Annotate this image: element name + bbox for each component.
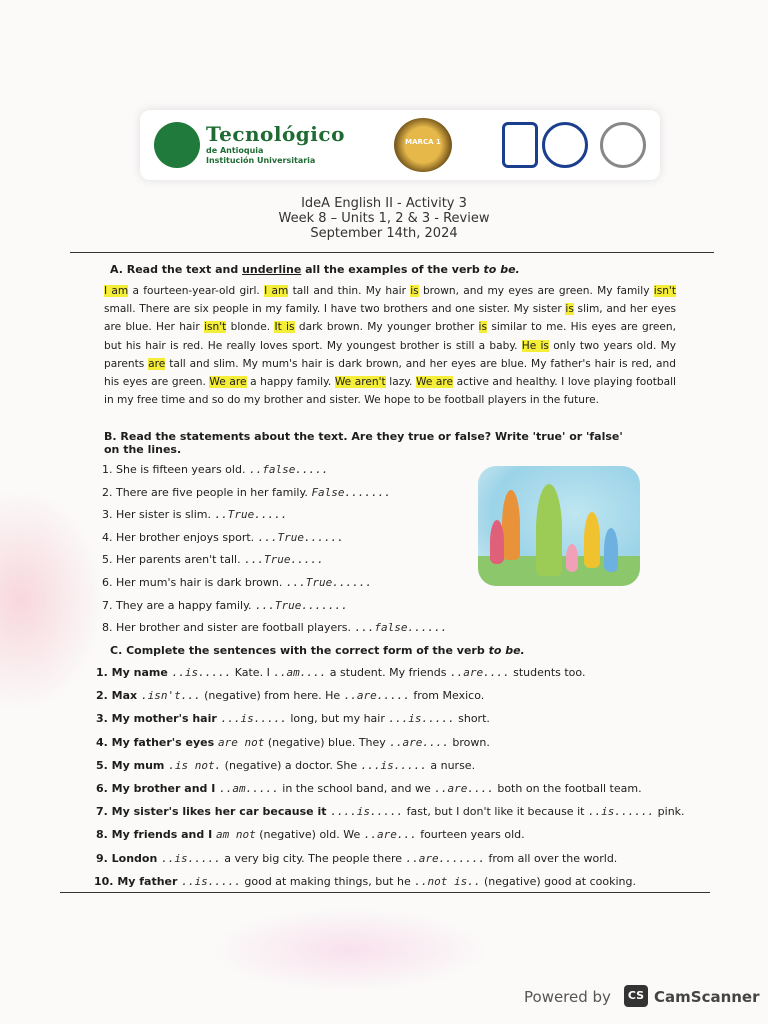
tf-answer[interactable]: ...True......	[257, 530, 344, 544]
fill-text: short.	[454, 712, 490, 726]
section-a-heading-pre: A. Read the text and	[110, 263, 243, 276]
camscanner-brand: CamScanner	[654, 988, 760, 1006]
fill-text: a nurse.	[426, 758, 476, 772]
fill-text: both on the football team.	[493, 782, 642, 795]
fill-text: 3. My mother's hair	[96, 712, 221, 726]
fill-answer[interactable]: ..not is..	[414, 874, 481, 888]
highlighted-verb: is	[565, 303, 574, 316]
fill-answer[interactable]: am not	[216, 828, 256, 842]
fill-item	[96, 666, 585, 679]
fill-text: brown.	[448, 735, 490, 749]
section-b-heading-line2: on the lines.	[104, 443, 182, 456]
fill-item	[96, 782, 642, 795]
camscanner-icon: CS	[624, 985, 648, 1007]
reading-text	[104, 282, 676, 409]
fill-text: 6. My brother and I	[96, 782, 220, 795]
fill-text: 10. My father	[94, 874, 182, 888]
tf-question: 7. They are a happy family.	[102, 598, 256, 612]
tecnologico-logo-icon	[154, 122, 200, 168]
fill-text: 2. Max	[96, 689, 141, 703]
fill-text: fourteen years old.	[416, 828, 525, 842]
highlighted-verb: isn't	[653, 285, 676, 297]
highlighted-verb: He is	[521, 339, 549, 352]
tf-answer[interactable]: False.......	[311, 485, 391, 499]
section-a-heading-post: all the examples of the verb	[301, 263, 484, 276]
highlighted-verb: is	[478, 321, 488, 334]
fill-item	[96, 805, 685, 818]
fill-text: (negative) old. We	[255, 828, 364, 842]
fill-answer[interactable]: ..are.......	[405, 851, 485, 865]
fill-text: a student. My friends	[326, 666, 450, 679]
marca-seal-icon	[394, 118, 452, 172]
text-segment: only two years old. My parents	[104, 339, 676, 370]
tf-item	[102, 463, 328, 476]
text-segment: similar to me. His eyes are green, but his hair is red. He really loves sport. My youngest brother is still a baby.	[104, 321, 677, 352]
tf-question: 2. There are five people in her family.	[102, 485, 312, 499]
tf-question: 5. Her parents aren't tall.	[102, 553, 245, 567]
logo-sub-line2: Institución Universitaria	[206, 156, 316, 165]
section-a-heading-em: to be.	[483, 263, 520, 276]
highlighted-verb: We are	[209, 376, 247, 389]
tf-answer[interactable]: ...True......	[285, 576, 372, 589]
fill-text: pink.	[654, 805, 685, 819]
fill-text: fast, but I don't like it because it	[403, 805, 588, 819]
tf-question: 4. Her brother enjoys sport.	[102, 530, 258, 544]
text-segment: slim, and her eyes are blue. Her hair	[104, 303, 676, 334]
fill-answer[interactable]: ...is.....	[388, 712, 455, 726]
fill-item	[96, 852, 617, 865]
section-a-heading	[110, 263, 520, 276]
text-segment: dark brown. My younger brother	[294, 321, 479, 334]
fill-text: (negative) good at cooking.	[480, 874, 636, 888]
tf-answer[interactable]: ...True.....	[244, 553, 324, 567]
section-c-heading	[110, 644, 525, 657]
fill-item	[96, 828, 525, 841]
activity-date: September 14th, 2024	[310, 226, 458, 241]
fill-answer[interactable]: ..are....	[434, 782, 494, 795]
tf-item	[102, 486, 391, 499]
tf-answer[interactable]: ..True.....	[214, 508, 288, 522]
tf-question: 1. She is fifteen years old.	[102, 463, 249, 476]
fill-answer[interactable]: ..is.....	[161, 851, 221, 865]
text-segment: a fourteen-year-old girl.	[128, 285, 265, 297]
fill-answer[interactable]: ..am....	[273, 666, 327, 679]
fill-text: (negative) a doctor. She	[221, 758, 361, 772]
fill-text: 1. My name	[96, 666, 172, 679]
baby-figure	[566, 544, 578, 572]
text-segment: a happy family.	[246, 376, 335, 389]
tf-question: 6. Her mum's hair is dark brown.	[102, 576, 286, 589]
powered-by-label: Powered by	[524, 988, 611, 1006]
tf-question: 8. Her brother and sister are football players.	[102, 621, 355, 635]
fill-text: (negative) from here. He	[200, 689, 344, 703]
sister-figure	[490, 520, 504, 564]
text-segment: brown, and my eyes are green. My family	[418, 285, 654, 297]
tf-answer[interactable]: ...True.......	[255, 598, 348, 612]
activity-week: Week 8 – Units 1, 2 & 3 - Review	[278, 211, 490, 226]
fill-text: Kate. I	[231, 666, 274, 679]
fill-text: 9. London	[96, 851, 162, 865]
fill-text: a very big city. The people there	[220, 851, 406, 865]
highlighted-verb: It is	[274, 321, 295, 334]
fill-text: 7. My sister's likes her car because it	[96, 805, 331, 819]
fill-answer[interactable]: ...is.....	[220, 712, 287, 726]
highlighted-verb: are	[148, 357, 166, 370]
tf-item	[102, 553, 324, 566]
highlighted-verb: I am	[264, 285, 289, 297]
tf-question: 3. Her sister is slim.	[102, 508, 215, 522]
tf-item	[102, 621, 447, 634]
highlighted-verb: is	[410, 285, 419, 297]
certification-icon-1	[502, 122, 538, 168]
section-b-heading	[104, 430, 684, 456]
certification-icon-3	[600, 122, 646, 168]
fill-answer[interactable]: ..is......	[587, 805, 655, 819]
fill-text: from Mexico.	[409, 689, 485, 703]
highlighted-verb: I am	[104, 285, 129, 297]
fill-item	[96, 736, 490, 749]
highlighted-verb: isn't	[204, 321, 227, 334]
section-a-heading-underline: underline	[242, 263, 302, 276]
tf-item	[102, 531, 344, 544]
logo-sub-line1: de Antioquia	[206, 146, 264, 155]
fill-text: (negative) blue. They	[264, 735, 390, 749]
fill-text: in the school band, and we	[278, 782, 435, 795]
tf-item	[102, 576, 372, 589]
fill-text: long, but my hair	[286, 712, 389, 726]
text-segment: blonde.	[226, 321, 275, 334]
fill-answer[interactable]: are not	[218, 735, 265, 749]
text-segment: active and healthy. I love playing football in my free time and so do my brother and sister. We hope to be football players in the future.	[104, 376, 677, 407]
fill-answer[interactable]: ..am.....	[219, 782, 279, 795]
seal-label: MARCA 1	[405, 138, 441, 146]
section-c-heading-em: to be.	[488, 644, 525, 657]
fill-item	[96, 689, 484, 702]
text-segment: lazy.	[385, 376, 416, 389]
section-c-heading-pre: C. Complete the sentences with the correct form of the verb	[110, 644, 489, 657]
brother-figure	[584, 512, 600, 568]
section-b-heading-line1: B. Read the statements about the text. Are they true or false? Write 'true' or 'false'	[104, 430, 623, 443]
mother-figure	[502, 490, 520, 560]
fill-answer[interactable]: ..are...	[363, 828, 417, 842]
fill-answer[interactable]: ....is.....	[330, 805, 404, 819]
divider-bottom	[60, 892, 710, 893]
highlighted-verb: We aren't	[334, 376, 386, 389]
text-segment: tall and slim. My mum's hair is dark brown, and her eyes are blue. My father's hair is red, and his eyes are green.	[104, 357, 676, 389]
certification-icon-2	[542, 122, 588, 168]
fill-text: 4. My father's eyes	[96, 735, 219, 749]
fill-answer[interactable]: ..are....	[389, 735, 449, 749]
text-segment: small. There are six people in my family. I have two brothers and one sister. My sister	[104, 303, 566, 316]
tf-answer[interactable]: ...false......	[354, 621, 448, 635]
fill-text: 8. My friends and I	[96, 828, 217, 842]
highlighted-verb: We are	[415, 376, 454, 389]
text-segment: tall and thin. My hair	[288, 285, 411, 297]
fill-item	[96, 759, 475, 772]
fill-answer[interactable]: ..is.....	[171, 666, 232, 679]
divider-top	[70, 252, 714, 253]
institution-header	[140, 110, 660, 180]
young-brother-figure	[604, 528, 618, 572]
fill-text: 5. My mum	[96, 758, 169, 772]
tf-answer[interactable]: ..false.....	[248, 463, 329, 476]
logo-subtitle	[206, 146, 315, 166]
fill-text: good at making things, but he	[240, 874, 415, 888]
fill-answer[interactable]: ...is.....	[360, 758, 427, 772]
fill-item	[94, 875, 636, 888]
tf-item	[102, 599, 348, 612]
logo-title: Tecnológico	[206, 122, 345, 146]
fill-answer[interactable]: ..is.....	[181, 874, 241, 888]
father-figure	[536, 484, 562, 576]
fill-item	[96, 712, 490, 725]
fill-answer[interactable]: .isn't...	[140, 689, 201, 703]
fill-answer[interactable]: .is not.	[168, 758, 222, 772]
fill-answer[interactable]: ..are....	[449, 666, 510, 679]
tf-item	[102, 508, 287, 521]
fill-answer[interactable]: ..are.....	[343, 689, 410, 703]
fill-text: from all over the world.	[485, 851, 618, 865]
activity-title: IdeA English II - Activity 3	[301, 196, 467, 211]
fill-text: students too.	[509, 666, 586, 679]
